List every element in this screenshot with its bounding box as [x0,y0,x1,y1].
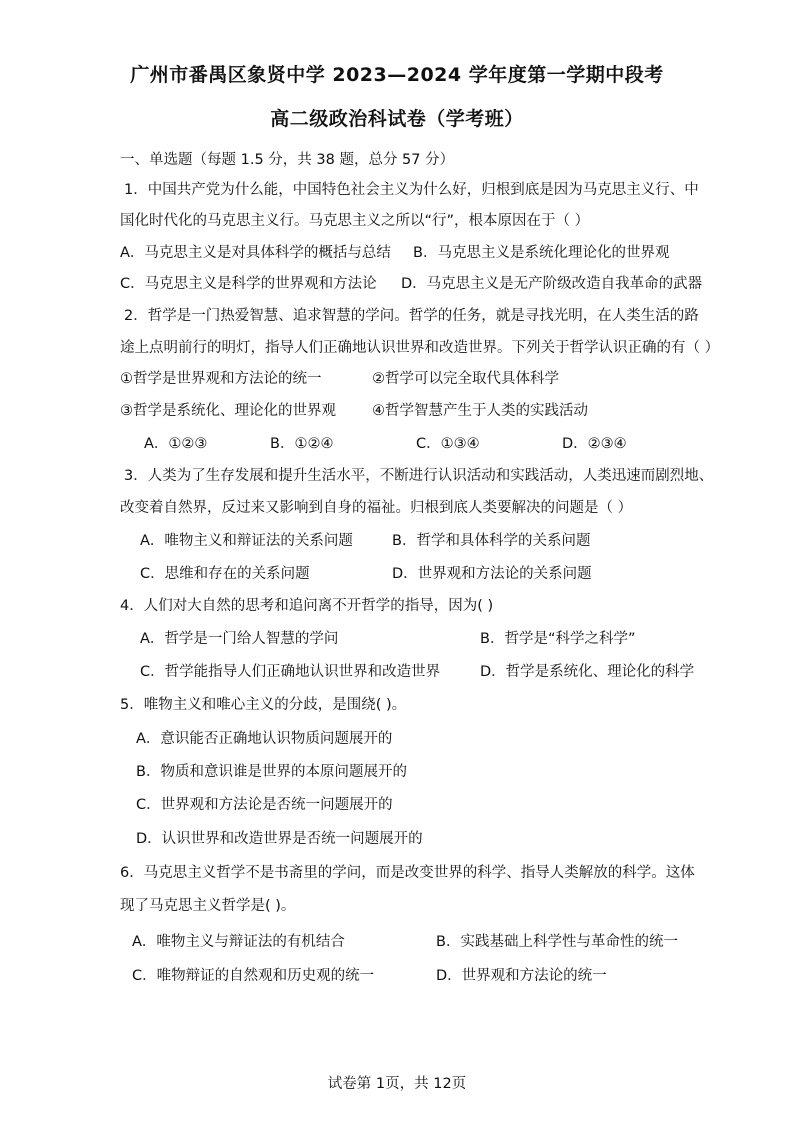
q5-stem: 5．唯物主义和唯心主义的分歧，是围绕( )。 [120,697,407,713]
q4-option-a: A．哲学是一门给人智慧的学问 [140,631,339,647]
q1-option-d: D．马克思主义是无产阶级改造自我革命的武器 [401,276,703,292]
q4-option-b: B．哲学是“科学之科学” [480,631,636,647]
q2-option-a: A．①②③ [144,436,208,452]
q1-option-a: A．马克思主义是对具体科学的概括与总结 [120,245,391,261]
q2-statement-1: ①哲学是世界观和方法论的统一 [120,371,322,387]
q2-option-b: B．①②④ [270,436,334,452]
q3-stem-line1: 3．人类为了生存发展和提升生活水平，不断进行认识活动和实践活动，人类迅速而剧烈地、 [124,468,714,484]
q1-option-c: C．马克思主义是科学的世界观和方法论 [120,276,377,292]
q3-option-b: B．哲学和具体科学的关系问题 [392,533,591,549]
q1-stem-line2: 国化时代化的马克思主义行。马克思主义之所以“行”，根本原因在于（ ） [120,213,590,229]
q4-stem: 4．人们对大自然的思考和追问离不开哲学的指导，因为( ) [120,598,494,614]
q5-option-a: A．意识能否正确地认识物质问题展开的 [136,731,393,747]
q2-option-c: C．①③④ [416,436,480,452]
q3-option-d: D．世界观和方法论的关系问题 [392,566,592,582]
q6-stem-line1: 6．马克思主义哲学不是书斋里的学问，而是改变世界的科学、指导人类解放的科学。这体 [120,865,695,881]
q3-option-a: A．唯物主义和辩证法的关系问题 [140,533,353,549]
q6-stem-line2: 现了马克思主义哲学是( )。 [120,898,296,914]
q5-option-d: D．认识世界和改造世界是否统一问题展开的 [136,831,423,847]
q6-option-d: D．世界观和方法论的统一 [436,968,607,984]
section-heading: 一、单选题（每题 1.5 分，共 38 题，总分 57 分） [120,152,455,168]
exam-title-line2: 高二级政治科试卷（学考班） [270,108,524,130]
q4-option-c: C．哲学能指导人们正确地认识世界和改造世界 [140,664,441,680]
q2-stem-line2: 途上点明前行的明灯，指导人们正确地认识世界和改造世界。下列关于哲学认识正确的有（ ） [120,340,720,356]
q6-option-c: C．唯物辩证的自然观和历史观的统一 [132,968,375,984]
q5-option-c: C．世界观和方法论是否统一问题展开的 [136,797,393,813]
q1-stem-line1: 1．中国共产党为什么能，中国特色社会主义为什么好，归根到底是因为马克思主义行、中 [124,182,699,198]
q5-option-b: B．物质和意识谁是世界的本原问题展开的 [136,764,407,780]
q2-statement-4: ④哲学智慧产生于人类的实践活动 [372,403,588,419]
q1-option-b: B．马克思主义是系统化理论化的世界观 [413,245,670,261]
q6-option-b: B．实践基础上科学性与革命性的统一 [436,934,678,950]
q4-option-d: D．哲学是系统化、理论化的科学 [480,664,695,680]
q2-option-d: D．②③④ [562,436,627,452]
exam-title-line1: 广州市番禺区象贤中学 2023—2024 学年度第一学期中段考 [130,64,664,86]
q2-statement-2: ②哲学可以完全取代具体科学 [372,371,559,387]
q3-option-c: C．思维和存在的关系问题 [140,566,310,582]
q3-stem-line2: 改变着自然界，反过来又影响到自身的福祉。归根到底人类要解决的问题是（ ） [120,500,633,516]
q2-stem-line1: 2．哲学是一门热爱智慧、追求智慧的学问。哲学的任务，就是寻找光明，在人类生活的路 [124,308,699,324]
q2-statement-3: ③哲学是系统化、理论化的世界观 [120,403,336,419]
page-footer: 试卷第 1页，共 12页 [327,1076,467,1092]
q6-option-a: A．唯物主义与辩证法的有机结合 [132,934,345,950]
